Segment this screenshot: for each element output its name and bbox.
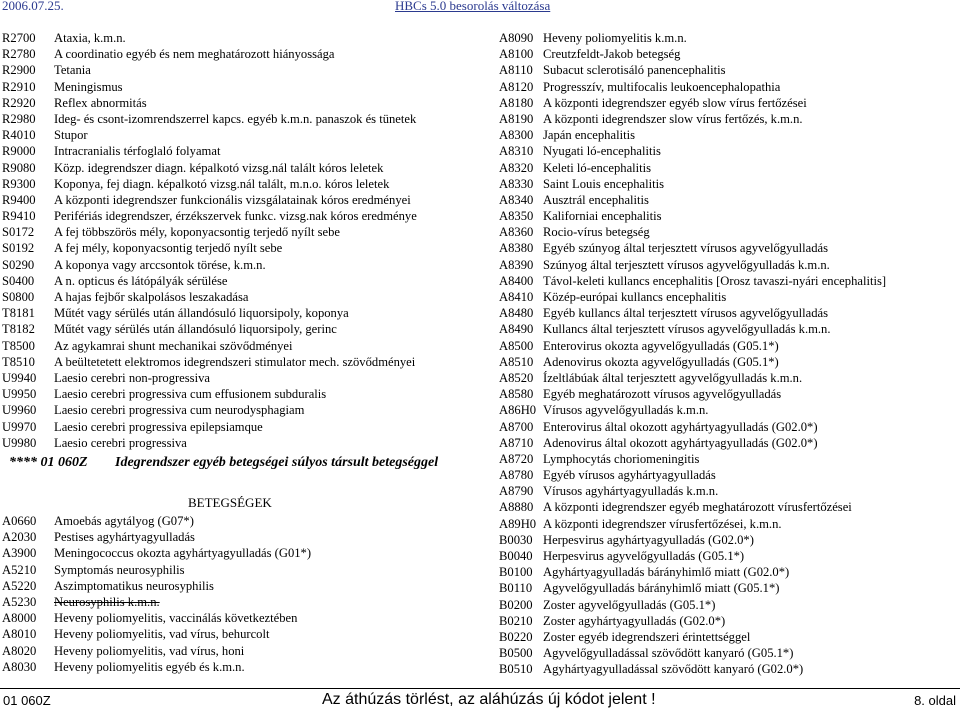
code-id: A8380 <box>499 241 534 256</box>
code-row <box>2 529 472 545</box>
code-id: R4010 <box>2 128 36 143</box>
code-description: A fej mély, koponyacsontig terjedő nyílt sebe <box>54 241 283 256</box>
footer-note: Az áthúzás törlést, az aláhúzás új kódot jelent ! <box>322 691 656 708</box>
code-description: Meningismus <box>54 79 123 94</box>
code-description: Progresszív, multifocalis leukoencephalopathia <box>543 79 781 94</box>
code-description: Enterovirus által okozott agyhártyagyulladás (G02.0*) <box>543 419 818 434</box>
code-description: Meningococcus okozta agyhártyagyulladás (G01*) <box>54 546 312 561</box>
code-id: T8181 <box>2 306 35 321</box>
code-row <box>499 516 959 532</box>
code-row <box>2 610 472 626</box>
code-description: A központi idegrendszer slow vírus fertőzés, k.m.n. <box>543 111 803 126</box>
code-description: Laesio cerebri progressiva <box>54 435 187 450</box>
code-row <box>499 435 959 451</box>
code-row <box>2 240 472 256</box>
code-id: A8300 <box>499 128 534 143</box>
code-id: B0500 <box>499 646 533 661</box>
code-description: Nyugati ló-encephalitis <box>543 144 661 159</box>
code-id: A8480 <box>499 306 534 321</box>
code-description: Zoster agyhártyagyulladás (G02.0*) <box>543 613 726 628</box>
code-id: S0290 <box>2 257 35 272</box>
code-id: A8390 <box>499 257 534 272</box>
code-id: A8410 <box>499 290 534 304</box>
code-id: A5220 <box>2 578 37 593</box>
code-description: Szúnyog által terjesztett vírusos agyvelőgyulladás k.m.n. <box>543 257 830 272</box>
code-id: A8320 <box>499 160 534 175</box>
code-description: Kaliforniai encephalitis <box>543 209 662 224</box>
code-row <box>2 643 472 659</box>
code-id: U9980 <box>2 435 37 450</box>
code-row <box>2 354 472 370</box>
code-row <box>499 499 959 515</box>
code-description: Lymphocytás choriomeningitis <box>543 451 700 466</box>
code-id: R2780 <box>2 47 36 62</box>
code-id: A8580 <box>499 387 534 402</box>
code-id: A8720 <box>499 451 534 466</box>
code-id: R2980 <box>2 111 36 126</box>
code-description: Symptomás neurosyphilis <box>54 562 185 577</box>
code-id: A8490 <box>499 322 534 337</box>
code-row <box>2 513 472 529</box>
code-description: A központi idegrendszer egyéb meghatározott vírusfertőzései <box>543 500 852 515</box>
code-id: S0800 <box>2 290 35 304</box>
code-row <box>499 46 959 62</box>
code-id: R2920 <box>2 95 36 110</box>
code-description: A koponya vagy arccsontok törése, k.m.n. <box>54 257 266 272</box>
code-row <box>499 257 959 273</box>
code-row <box>499 613 959 629</box>
code-row <box>499 321 959 337</box>
header-title: HBCs 5.0 besorolás változása <box>395 0 551 13</box>
code-id: B0220 <box>499 629 533 644</box>
disease-code-list <box>2 513 472 675</box>
code-id: B0110 <box>499 581 533 596</box>
code-row <box>499 127 959 143</box>
code-description: Közép-európai kullancs encephalitis <box>543 290 727 304</box>
code-id: A8330 <box>499 176 534 191</box>
code-description: Adenovirus okozta agyvelőgyulladás (G05.1*) <box>543 354 779 369</box>
page-header <box>0 0 960 14</box>
code-row <box>499 79 959 95</box>
code-row <box>499 661 959 677</box>
code-description: Keleti ló-encephalitis <box>543 160 652 175</box>
code-row <box>2 419 472 435</box>
code-id: A8700 <box>499 419 534 434</box>
code-description: Laesio cerebri non-progressiva <box>54 370 210 385</box>
code-id: B0200 <box>499 597 533 612</box>
code-row <box>2 95 472 111</box>
code-id: R2910 <box>2 79 36 94</box>
code-description: Rocio-vírus betegség <box>543 225 650 240</box>
code-row <box>499 532 959 548</box>
code-row <box>499 597 959 613</box>
code-description: Laesio cerebri progressiva cum neurodysphagiam <box>54 403 305 418</box>
code-row <box>499 95 959 111</box>
code-row <box>2 594 472 610</box>
code-row <box>499 580 959 596</box>
footer-page-number: 8. oldal <box>914 693 956 708</box>
code-id: U9960 <box>2 403 37 418</box>
code-id: A86H0 <box>499 403 537 418</box>
code-description: A coordinatio egyéb és nem meghatározott hiányossága <box>54 47 335 62</box>
code-id: R9410 <box>2 209 36 224</box>
code-description: Heveny poliomyelitis, vad vírus, behurcolt <box>54 627 270 642</box>
code-description: Subacut sclerotisáló panencephalitis <box>543 63 726 78</box>
code-description: Egyéb meghatározott vírusos agyvelőgyulladás <box>543 387 782 402</box>
code-description: A központi idegrendszer egyéb slow vírus fertőzései <box>543 95 807 110</box>
code-row <box>499 451 959 467</box>
section-heading: Idegrendszer egyéb betegségei súlyos társult betegséggel <box>115 455 439 470</box>
code-id: A8100 <box>499 47 534 62</box>
code-id: A8880 <box>499 500 534 515</box>
code-row <box>499 273 959 289</box>
code-row <box>2 338 472 354</box>
code-row <box>2 562 472 578</box>
code-id: A8350 <box>499 209 534 224</box>
code-description: A központi idegrendszer vírusfertőzései, k.m.n. <box>543 516 782 531</box>
code-description: Agyvelőgyulladás bárányhimlő miatt (G05.1*) <box>543 581 780 596</box>
code-row <box>499 338 959 354</box>
code-row <box>499 548 959 564</box>
code-row <box>499 240 959 256</box>
code-row <box>499 370 959 386</box>
code-description: Agyhártyagyulladás bárányhimlő miatt (G02.0*) <box>543 565 790 580</box>
code-row <box>2 160 472 176</box>
code-id: R9300 <box>2 176 36 191</box>
code-id: T8182 <box>2 322 35 337</box>
code-row <box>2 79 472 95</box>
code-description: Ausztrál encephalitis <box>543 192 649 207</box>
code-description: A központi idegrendszer funkcionális vizsgálatainak kóros eredményei <box>54 192 411 207</box>
code-description: Neurosyphilis k.m.n. <box>54 594 160 609</box>
code-id: A8310 <box>499 144 534 159</box>
code-id: B0100 <box>499 565 533 580</box>
code-row <box>2 402 472 418</box>
code-row <box>499 386 959 402</box>
code-description: Stupor <box>54 128 88 143</box>
code-description: Heveny poliomyelitis k.m.n. <box>543 31 687 45</box>
code-id: A5210 <box>2 562 37 577</box>
code-row <box>499 467 959 483</box>
code-id: A8780 <box>499 468 534 483</box>
code-row <box>2 192 472 208</box>
code-row <box>499 354 959 370</box>
code-id: R9000 <box>2 144 36 159</box>
code-description: Közp. idegrendszer diagn. képalkotó vizsg.nál talált kóros leletek <box>54 160 384 175</box>
code-description: Reflex abnormitás <box>54 95 147 110</box>
code-description: A hajas fejbőr skalpolásos leszakadása <box>54 290 249 304</box>
code-description: Tetania <box>54 63 91 78</box>
code-row <box>499 62 959 78</box>
code-description: A beültetetett elektromos idegrendszeri stimulator mech. szövődményei <box>54 354 416 369</box>
code-id: U9940 <box>2 370 37 385</box>
code-id: A89H0 <box>499 516 537 531</box>
code-id: A8120 <box>499 79 534 94</box>
code-description: Koponya, fej diagn. képalkotó vizsg.nál talált, m.n.o. kóros leletek <box>54 176 390 191</box>
code-row <box>499 305 959 321</box>
code-row <box>2 273 472 289</box>
code-row <box>2 435 472 451</box>
code-row <box>499 176 959 192</box>
code-row <box>2 208 472 224</box>
code-id: A8010 <box>2 627 37 642</box>
code-row <box>499 289 959 305</box>
code-row <box>499 160 959 176</box>
code-id: A8110 <box>499 63 533 78</box>
code-id: A8000 <box>2 611 37 626</box>
code-row <box>499 419 959 435</box>
code-row <box>2 578 472 594</box>
code-id: S0192 <box>2 241 35 256</box>
code-id: A3900 <box>2 546 37 561</box>
code-row <box>2 370 472 386</box>
section-code: **** 01 060Z <box>9 455 88 470</box>
code-row <box>499 143 959 159</box>
code-id: A8710 <box>499 435 534 450</box>
code-id: B0040 <box>499 549 533 563</box>
code-description: Amoebás agytályog (G07*) <box>54 514 194 528</box>
code-row <box>499 402 959 418</box>
code-description: A fej többszörös mély, koponyacsontig terjedő nyílt sebe <box>54 225 340 240</box>
code-description: Vírusos agyvelőgyulladás k.m.n. <box>543 403 709 418</box>
code-row <box>499 30 959 46</box>
code-id: B0210 <box>499 613 533 628</box>
code-description: Heveny poliomyelitis, vaccinálás következtében <box>54 611 298 626</box>
code-description: Kullancs által terjesztett vírusos agyvelőgyulladás k.m.n. <box>543 322 831 337</box>
code-description: Japán encephalitis <box>543 128 635 143</box>
footer-divider <box>0 688 960 689</box>
code-id: T8500 <box>2 338 35 353</box>
code-id: A8180 <box>499 95 534 110</box>
code-id: A8190 <box>499 111 534 126</box>
code-row <box>499 111 959 127</box>
code-description: Saint Louis encephalitis <box>543 176 665 191</box>
code-description: Agyvelőgyulladással szövődött kanyaró (G05.1*) <box>543 646 794 661</box>
code-id: A0660 <box>2 514 37 528</box>
code-description: Egyéb szúnyog által terjesztett vírusos agyvelőgyulladás <box>543 241 829 256</box>
code-description: Perifériás idegrendszer, érzékszervek funkc. vizsg.nak kóros eredménye <box>54 209 417 224</box>
code-row <box>499 483 959 499</box>
code-row <box>2 257 472 273</box>
code-row <box>2 127 472 143</box>
code-description: Heveny poliomyelitis, vad vírus, honi <box>54 643 245 658</box>
code-id: A8360 <box>499 225 534 240</box>
code-description: Ideg- és csont-izomrendszerrel kapcs. egyéb k.m.n. panaszok és tünetek <box>54 111 417 126</box>
code-id: R2700 <box>2 31 36 45</box>
code-description: Adenovirus által okozott agyhártyagyulladás (G02.0*) <box>543 435 818 450</box>
code-row <box>2 224 472 240</box>
code-id: A8500 <box>499 338 534 353</box>
code-row <box>2 46 472 62</box>
code-row <box>2 305 472 321</box>
code-description: Agyhártyagyulladással szövődött kanyaró (G02.0*) <box>543 662 804 677</box>
code-description: Ízeltlábúak által terjesztett agyvelőgyulladás k.m.n. <box>543 370 803 385</box>
code-row <box>499 645 959 661</box>
code-id: A8020 <box>2 643 37 658</box>
code-description: Laesio cerebri progressiva epilepsiamque <box>54 419 263 434</box>
code-description: Távol-keleti kullancs encephalitis [Orosz tavaszi-nyári encephalitis] <box>543 273 887 288</box>
code-id: A8090 <box>499 31 534 45</box>
code-id: A8520 <box>499 370 534 385</box>
code-row <box>2 545 472 561</box>
code-row <box>2 626 472 642</box>
code-description: Ataxia, k.m.n. <box>54 31 126 45</box>
code-description: Zoster agyvelőgyulladás (G05.1*) <box>543 597 716 612</box>
code-description: Enterovirus okozta agyvelőgyulladás (G05.1*) <box>543 338 779 353</box>
code-row <box>499 564 959 580</box>
code-id: A2030 <box>2 530 37 545</box>
code-description: Zoster egyéb idegrendszeri érintettséggel <box>543 629 751 644</box>
code-row <box>2 289 472 305</box>
code-id: A5230 <box>2 594 37 609</box>
code-description: Vírusos agyhártyagyulladás k.m.n. <box>543 484 719 499</box>
code-description: Herpesvirus agyvelőgyulladás (G05.1*) <box>543 549 745 563</box>
code-id: A8400 <box>499 273 534 288</box>
code-description: Laesio cerebri progressiva cum effusionem subduralis <box>54 387 327 402</box>
code-row <box>2 176 472 192</box>
section-subheading: BETEGSÉGEK <box>188 495 272 510</box>
code-description: Herpesvirus agyhártyagyulladás (G02.0*) <box>543 532 754 547</box>
code-description: A n. opticus és látópályák sérülése <box>54 273 228 288</box>
code-row <box>2 30 472 46</box>
code-id: A8790 <box>499 484 534 499</box>
code-row <box>2 143 472 159</box>
code-description: Aszimptomatikus neurosyphilis <box>54 578 214 593</box>
code-description: Egyéb vírusos agyhártyagyulladás <box>543 468 716 483</box>
footer-code: 01 060Z <box>3 693 51 708</box>
code-id: A8030 <box>2 659 37 674</box>
left-code-list <box>2 30 472 451</box>
header-date: 2006.07.25. <box>2 0 64 13</box>
code-description: Műtét vagy sérülés után állandósuló liquorsipoly, gerinc <box>54 322 337 337</box>
code-id: A8340 <box>499 192 534 207</box>
code-row <box>2 659 472 675</box>
code-description: Creutzfeldt-Jakob betegség <box>543 47 681 62</box>
code-row <box>2 62 472 78</box>
code-id: B0030 <box>499 532 533 547</box>
code-description: Egyéb kullancs által terjesztett vírusos agyvelőgyulladás <box>543 306 829 321</box>
code-id: S0400 <box>2 273 35 288</box>
code-row <box>2 321 472 337</box>
code-row <box>499 224 959 240</box>
code-id: R2900 <box>2 63 36 78</box>
code-id: B0510 <box>499 662 533 677</box>
code-row <box>499 629 959 645</box>
code-id: U9970 <box>2 419 37 434</box>
code-description: Intracranialis térfoglaló folyamat <box>54 144 221 159</box>
code-id: T8510 <box>2 354 35 369</box>
code-description: Az agykamrai shunt mechanikai szövődményei <box>54 338 293 353</box>
code-row <box>2 386 472 402</box>
code-id: U9950 <box>2 387 37 402</box>
code-description: Műtét vagy sérülés után állandósuló liquorsipoly, koponya <box>54 306 349 321</box>
code-row <box>499 192 959 208</box>
code-description: Pestises agyhártyagyulladás <box>54 530 195 545</box>
code-id: R9080 <box>2 160 36 175</box>
code-description: Heveny poliomyelitis egyéb és k.m.n. <box>54 659 245 674</box>
code-id: A8510 <box>499 354 534 369</box>
right-code-list <box>499 30 959 678</box>
code-id: S0172 <box>2 225 35 240</box>
code-id: R9400 <box>2 192 36 207</box>
code-row <box>2 111 472 127</box>
code-row <box>499 208 959 224</box>
